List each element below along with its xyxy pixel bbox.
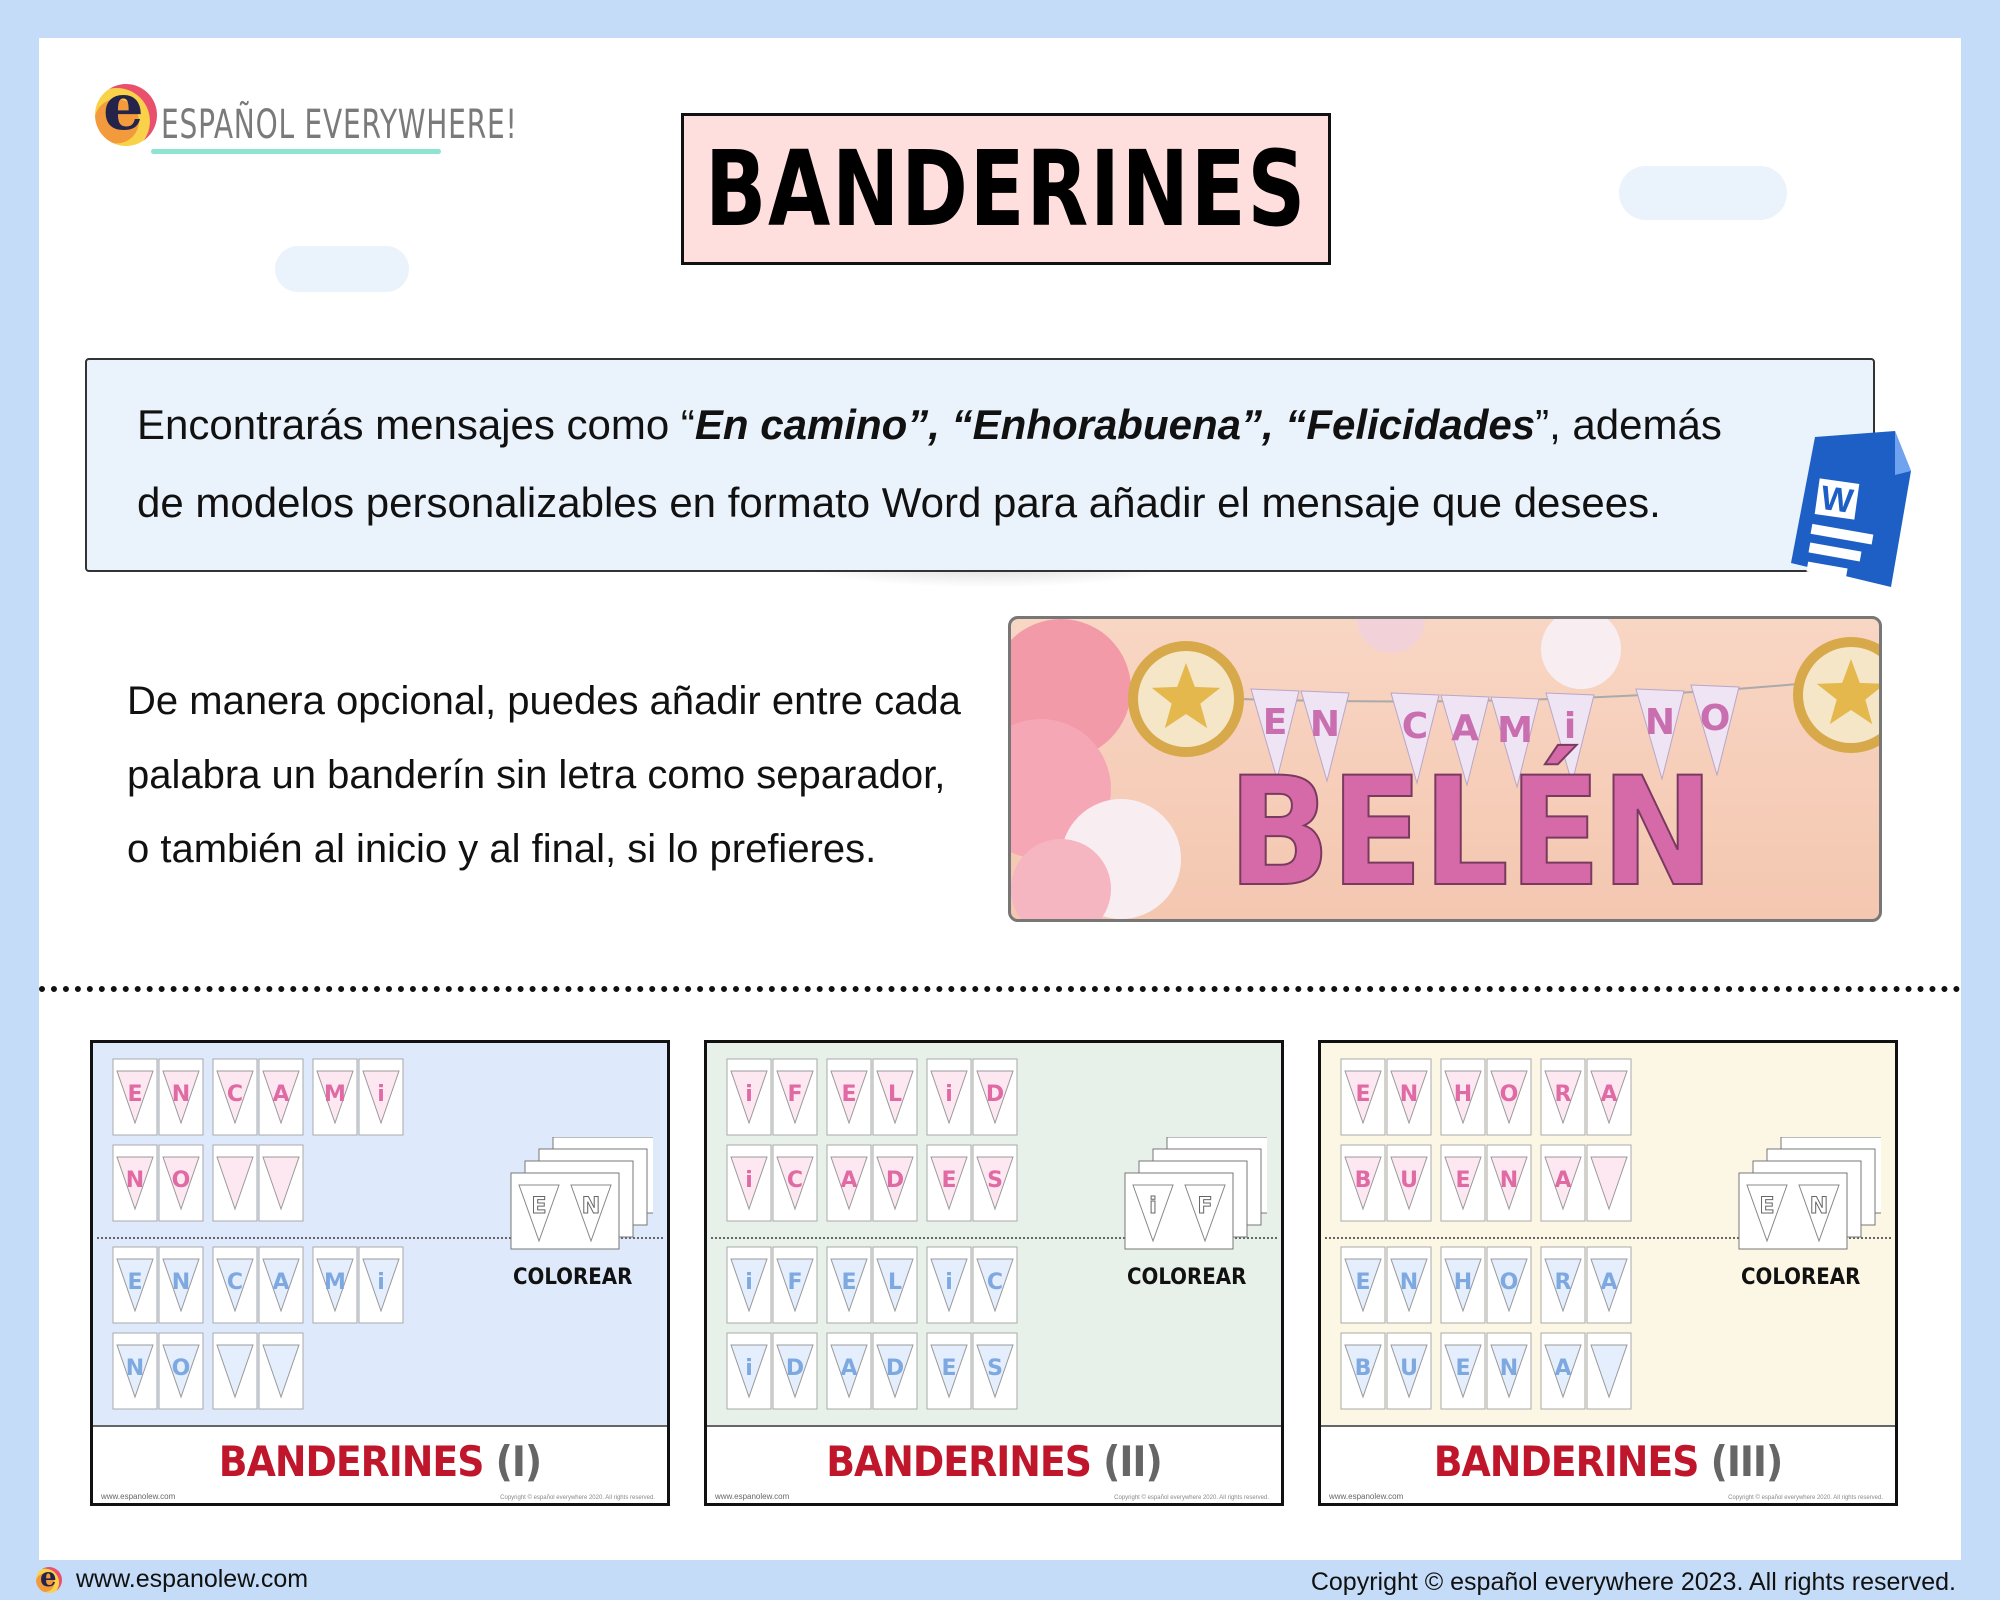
flag-letter: E [841,1270,857,1295]
flag-sheet-row [725,1057,1019,1137]
flag-letter: i [377,1270,385,1295]
banner-photo-illustration [1011,619,1879,919]
banner-flag-letter: N [1309,704,1341,745]
panel-website: www.espanolew.com [715,1492,790,1501]
espanol-everywhere-logo [95,70,518,164]
flag-letter: L [887,1082,903,1107]
flag-letter: N [1399,1082,1419,1107]
flag-letter: A [840,1356,858,1381]
flag-letter: H [1453,1082,1473,1107]
flag-letter: R [1554,1270,1572,1295]
panel-website: www.espanolew.com [1329,1492,1404,1501]
flag-letter: C [226,1082,244,1107]
title-box [681,113,1331,265]
coloring-flag-letter: E [1759,1194,1775,1219]
flag-letter: S [987,1356,1003,1381]
panel-preview-area [1321,1043,1895,1425]
flag-letter: A [1600,1082,1618,1107]
flag-letter: N [125,1356,145,1381]
panel-website: www.espanolew.com [101,1492,176,1501]
logo-letter: e [103,70,144,145]
coloring-flag-letter: i [1149,1194,1157,1219]
flag-sheet-row [1339,1057,1633,1137]
flag-letter: D [985,1082,1005,1107]
preview-panel-3 [1318,1040,1898,1506]
panel-title [93,1437,667,1486]
section-divider [39,986,1961,992]
footer-logo-icon: e [36,1567,62,1593]
flag-letter: M [324,1082,346,1107]
preview-panel-2 [704,1040,1284,1506]
coloring-flag-letter: N [581,1194,601,1219]
flag-letter: i [377,1082,385,1107]
flag-letter: C [986,1270,1004,1295]
panel-title-number: (II) [1090,1437,1162,1486]
flag-sheet-row [111,1331,305,1411]
balloon [1541,619,1621,689]
flag-letter: B [1354,1168,1372,1193]
panel-copyright: Copyright © español everywhere 2020. All rights reserved. [500,1495,655,1501]
flag-sheet-row [725,1331,1019,1411]
coloring-sheets-stack [1117,1137,1267,1257]
flag-letter: F [787,1270,803,1295]
flag-letter: N [125,1168,145,1193]
panel-title-number: (I) [483,1437,542,1486]
flag-letter: D [885,1356,905,1381]
colorear-label: COLOREAR [513,1265,633,1290]
flag-letter: B [1354,1356,1372,1381]
flag-letter: E [941,1168,957,1193]
flag-letter: R [1554,1082,1572,1107]
cloud-decoration [1619,166,1787,220]
flag-letter: M [324,1270,346,1295]
banner-flag-letter: O [1699,698,1731,739]
panel-title [1321,1437,1895,1486]
flag-sheet-row [1339,1143,1633,1223]
logo-underline [151,149,441,154]
panel-footer [1321,1425,1895,1505]
panel-title-main: BANDERINES [826,1437,1091,1486]
flag-letter: O [1499,1270,1519,1295]
flag-letter: A [1600,1270,1618,1295]
balloon [1357,619,1425,653]
logo-text: ESPAÑOL EVERYWHERE! [161,102,518,148]
flag-letter: N [171,1082,191,1107]
flag-letter: i [745,1356,753,1381]
flag-letter: E [1355,1082,1371,1107]
flag-sheet-row [111,1057,405,1137]
panel-copyright: Copyright © español everywhere 2020. All rights reserved. [1114,1495,1269,1501]
flag-letter: E [841,1082,857,1107]
optional-line-2: palabra un banderín sin letra como separador, [127,753,946,797]
flag-letter: A [1554,1168,1572,1193]
info-text-line2: de modelos personalizables en formato Word para añadir el mensaje que desees. [137,479,1661,526]
info-text-bold: En camino”, “Enhorabuena”, “Felicidades [694,401,1536,448]
flag-letter: L [887,1270,903,1295]
flag-letter: N [1499,1356,1519,1381]
coloring-flag-letter: F [1197,1194,1213,1219]
banner-flag-letter: i [1563,706,1577,747]
cloud-decoration [275,246,409,292]
info-text-part2: ”, además [1535,401,1722,448]
banner-flag-letter: A [1451,708,1479,749]
banner-photo [1008,616,1882,922]
banner-flag-letter: C [1401,706,1429,747]
flag-sheet-row [725,1245,1019,1325]
flag-letter: D [785,1356,805,1381]
info-text-part1: Encontrarás mensajes como “ [137,401,695,448]
flag-letter: C [786,1168,804,1193]
worksheet-page [39,38,1961,1560]
photo-name-text: BELÉN [1227,746,1715,919]
optional-line-3: o también al inicio y al final, si lo prefieres. [127,827,877,871]
panel-title-main: BANDERINES [218,1437,484,1486]
flag-letter: F [787,1082,803,1107]
panel-title-main: BANDERINES [1433,1437,1699,1486]
flag-sheet-row [725,1143,1019,1223]
banner-flag-letter: M [1497,710,1533,751]
flag-letter: S [987,1168,1003,1193]
flag-letter: N [1399,1270,1419,1295]
flag-letter: O [1499,1082,1519,1107]
optional-line-1: De manera opcional, puedes añadir entre cada [127,679,961,723]
microsoft-word-icon [1791,431,1915,587]
flag-letter: O [171,1168,191,1193]
panel-title [707,1437,1281,1486]
flag-letter: A [272,1270,290,1295]
flag-letter: E [127,1270,143,1295]
flag-sheet-row [1339,1245,1633,1325]
flag-letter: C [226,1270,244,1295]
flag-sheet-row [1339,1331,1633,1411]
coloring-sheets-stack [1731,1137,1881,1257]
panel-preview-area [707,1043,1281,1425]
flag-letter: E [1455,1168,1471,1193]
flag-letter: i [745,1082,753,1107]
banner-flag-letter: E [1262,702,1288,743]
coloring-flag-letter: E [531,1194,547,1219]
colorear-label: COLOREAR [1127,1265,1247,1290]
info-box [85,358,1875,572]
flag-letter: N [171,1270,191,1295]
page-title: BANDERINES [704,128,1308,250]
coloring-sheets-stack [503,1137,653,1257]
preview-panel-1 [90,1040,670,1506]
panel-footer [707,1425,1281,1505]
flag-letter: E [1455,1356,1471,1381]
footer-website[interactable]: www.espanolew.com [76,1565,309,1593]
word-icon-letter: W [1818,478,1856,522]
flag-sheet-row [111,1143,305,1223]
panel-preview-area [93,1043,667,1425]
panel-title-number: (III) [1698,1437,1783,1486]
flag-letter: O [171,1356,191,1381]
flag-letter: A [840,1168,858,1193]
flag-letter: i [945,1270,953,1295]
flag-letter: N [1499,1168,1519,1193]
colorear-label: COLOREAR [1741,1265,1861,1290]
banner-flag-letter: N [1644,702,1676,743]
flag-letter: U [1400,1356,1418,1381]
panel-copyright: Copyright © español everywhere 2020. All rights reserved. [1728,1495,1883,1501]
flag-letter: A [1554,1356,1572,1381]
flag-letter: i [745,1168,753,1193]
coloring-flag-letter: N [1809,1194,1829,1219]
flag-letter: E [941,1356,957,1381]
flag-sheet-row [111,1245,405,1325]
flag-letter: i [745,1270,753,1295]
flag-letter: D [885,1168,905,1193]
footer-copyright: Copyright © español everywhere 2023. All rights reserved. [1310,1568,1956,1596]
flag-letter: A [272,1082,290,1107]
flag-letter: H [1453,1270,1473,1295]
flag-letter: U [1400,1168,1418,1193]
flag-letter: E [1355,1270,1371,1295]
optional-separator-text [127,664,1027,886]
panel-footer [93,1425,667,1505]
flag-letter: i [945,1082,953,1107]
flag-letter: E [127,1082,143,1107]
